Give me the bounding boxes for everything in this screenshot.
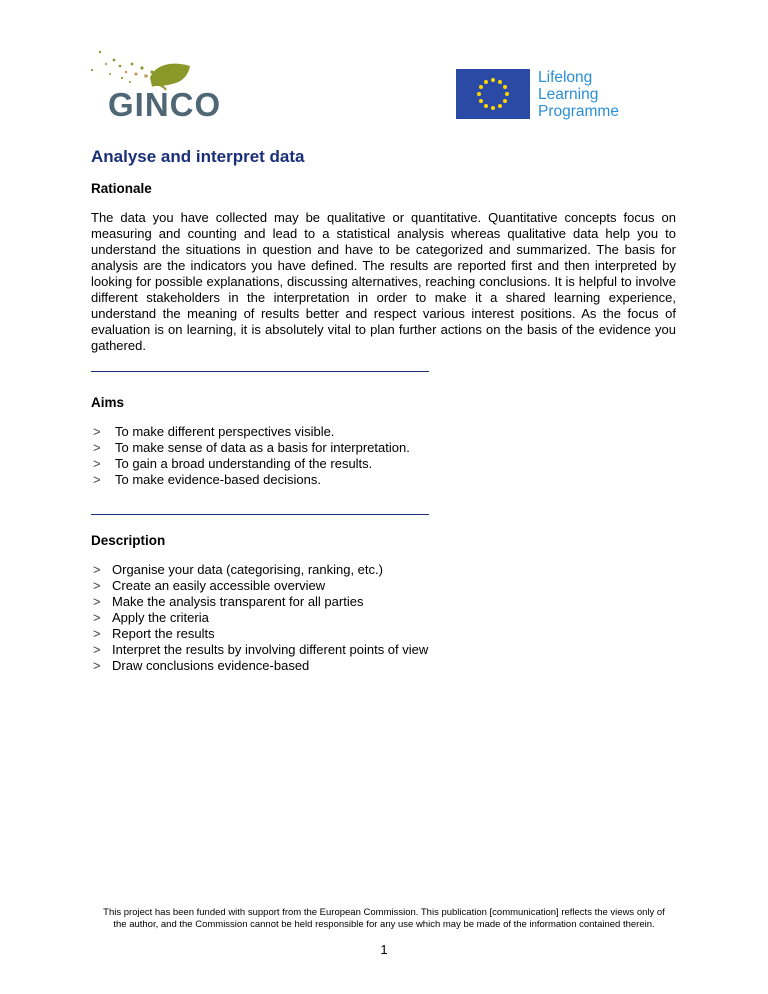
chevron-right-icon: > — [93, 658, 101, 673]
chevron-right-icon: > — [93, 562, 101, 577]
section-divider — [91, 371, 429, 372]
list-item: > Organise your data (categorising, ranking, etc.) — [93, 562, 383, 577]
chevron-right-icon: > — [93, 594, 101, 609]
list-item: > To make sense of data as a basis for interpretation. — [93, 440, 410, 455]
list-item: > Draw conclusions evidence-based — [93, 658, 310, 673]
funding-disclaimer — [80, 907, 688, 931]
list-item: > To gain a broad understanding of the results. — [93, 456, 373, 471]
llp-line-1: Lifelong — [538, 69, 593, 86]
chevron-right-icon: > — [93, 424, 101, 439]
main-content — [91, 146, 676, 674]
chevron-right-icon: > — [93, 456, 101, 471]
description-heading: Description — [91, 533, 166, 548]
chevron-right-icon: > — [93, 440, 101, 455]
list-item: > Make the analysis transparent for all parties — [93, 594, 364, 609]
list-item: > Report the results — [93, 626, 215, 641]
disclaimer-line-2: the author, and the Commission cannot be held responsible for any use which may be made of the information contained therein. — [113, 919, 655, 930]
chevron-right-icon: > — [93, 578, 101, 593]
section-divider — [91, 514, 429, 515]
eu-flag-icon — [456, 69, 530, 119]
rationale-text: The data you have collected may be qualitative or quantitative. Quantitative concepts focus on measuring and counting and lead to a statistical analysis whereas qualitative data help you to understand the situations in question and have to be categorized and summarized. The basis for analysis are the indicators you have defined. The results are reported first and then interpreted by looking for possible explanations, discussing alternatives, reaching conclusions. It is helpful to involve different stakeholders in the interpretation in order to make it a shared learning experience, understand the meaning of results better and respect various interest positions. As the focus of evaluation is on learning, it is absolutely vital to plan further actions on the basis of the evidence you gathered. — [91, 210, 676, 353]
disclaimer-line-1: This project has been funded with support from the European Commission. This publication [communication] reflects the views only of — [103, 907, 665, 918]
llp-line-3: Programme — [538, 103, 619, 120]
chevron-right-icon: > — [93, 610, 101, 625]
rationale-heading: Rationale — [91, 181, 152, 196]
llp-logo-text — [538, 69, 658, 120]
ginco-logo — [86, 46, 246, 126]
list-item: > To make different perspectives visible. — [93, 424, 335, 439]
llp-line-2: Learning — [538, 86, 599, 103]
description-list — [91, 562, 676, 674]
list-item: > Interpret the results by involving different points of view — [93, 642, 429, 657]
aims-heading: Aims — [91, 395, 125, 410]
page-number: 1 — [380, 942, 388, 957]
list-item: > Create an easily accessible overview — [93, 578, 326, 593]
aims-list — [91, 424, 676, 488]
list-item: > Apply the criteria — [93, 610, 209, 625]
ginco-logo-text: GINCO — [108, 86, 222, 123]
chevron-right-icon: > — [93, 642, 101, 657]
list-item: > To make evidence-based decisions. — [93, 472, 321, 487]
chevron-right-icon: > — [93, 626, 101, 641]
chevron-right-icon: > — [93, 472, 101, 487]
page-title: Analyse and interpret data — [91, 147, 305, 166]
